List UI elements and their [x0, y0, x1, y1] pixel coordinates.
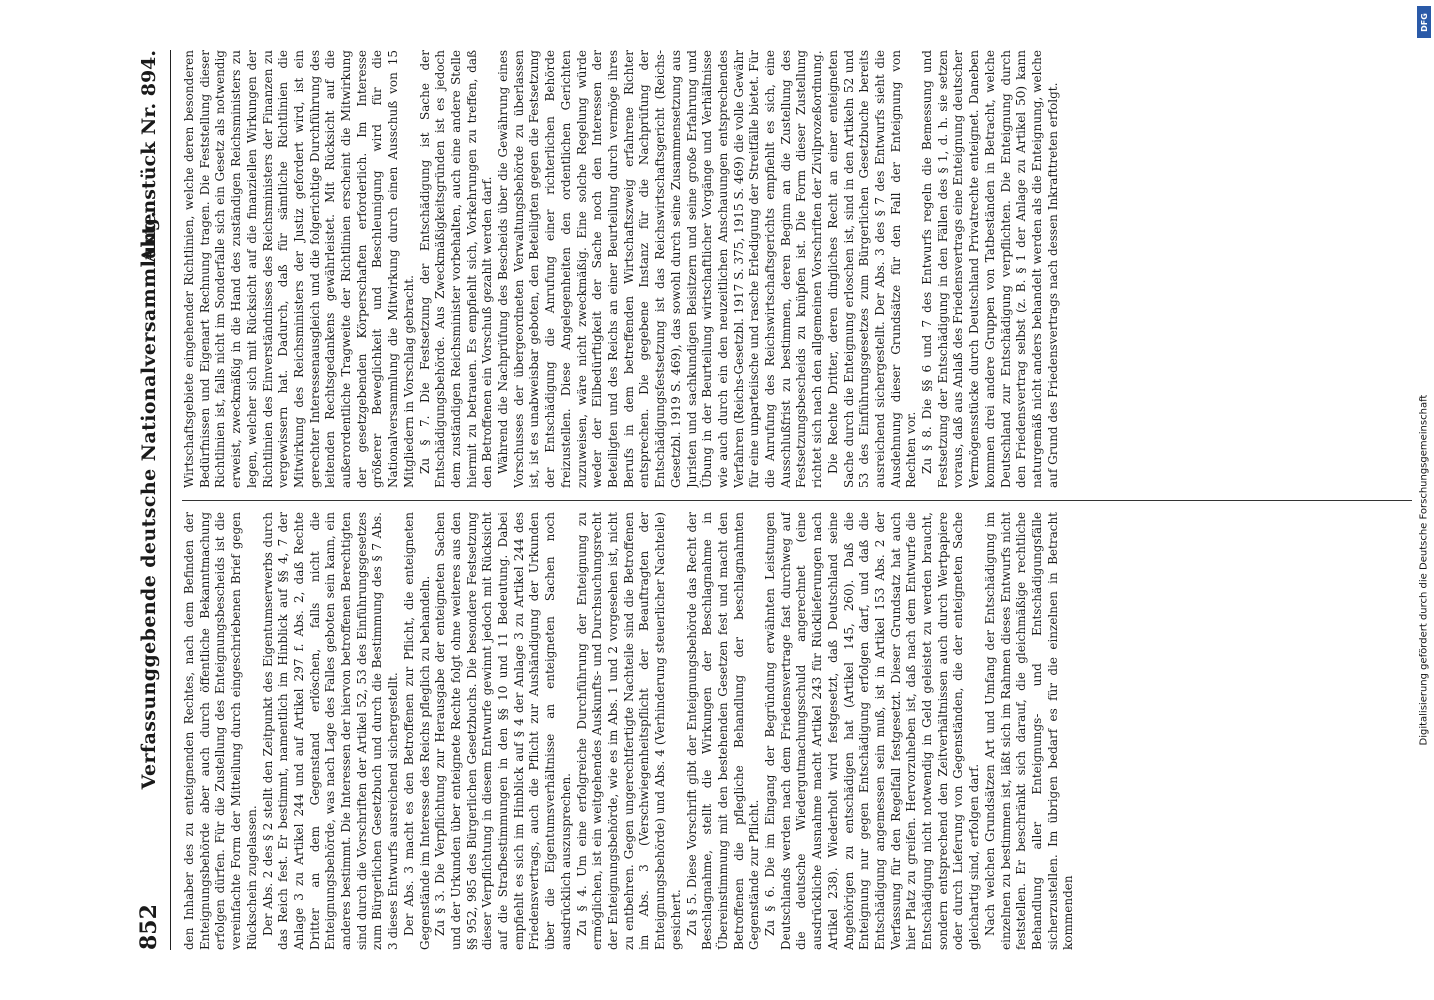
- digitization-credit: Digitalisierung gefördert durch die Deutsche Forschungsgemeinschaft: [1418, 394, 1430, 746]
- right-column: [182, 50, 1412, 488]
- paragraph: Die Rechte Dritter, deren dingliches Recht an einer enteigneten Sache durch die Enteignung erloschen ist, sind in den Artikeln 52 und 53 des Einführungsgesetzes zum Bürgerlichen Gesetzbuche bereits ausreichend sichergestellt. Der Abs. 3 des § 7 des Entwurfs sieht die Ausdehnung dieser Grundsätze für den Fall der Enteignung von Rechten vor.: [825, 50, 919, 488]
- paragraph: Zu § 4. Um eine erfolgreiche Durchführung der Enteignung zu ermöglichen, ist ein weitgehendes Auskunfts- und Durchsuchungsrecht der Enteignungsbehörde, wie es im Abs. 1 und 2 vorgesehen ist, nicht zu entbehren. Gegen ungerechtfertigte Nachteile sind die Betroffenen im Abs. 3 (Verschwiegenheitspflicht der Beauftragten der Enteignungsbehörde) und Abs. 4 (Verhinderung steuerlicher Nachteile) gesichert.: [574, 512, 683, 950]
- running-title: Verfassunggebende deutsche Nationalversammlung.: [138, 210, 160, 790]
- paragraph: Nach welchen Grundsätzen Art und Umfang der Entschädigung im einzelnen zu bestimmen ist, läßt sich im Rahmen dieses Entwurfs nicht feststellen. Er beschränkt sich darauf, die gleichmäßige rechtliche Behandlung aller Enteignungs- und Entschädigungsfälle sicherzustellen. Im übrigen bedarf es für die einzelnen in Betracht kommenden: [982, 512, 1076, 950]
- rotated-page-content: [130, 50, 1420, 950]
- page-number: 852: [136, 904, 162, 950]
- paragraph: Zu § 8. Die §§ 6 und 7 des Entwurfs regeln die Bemessung und Festsetzung der Entschädigung in den Fällen des § 1, d. h. sie setzen voraus, daß aus Anlaß des Friedensvertrags eine Enteignung deutscher Vermögensstücke durch Deutschland Privatrechte enteignet. Daneben kommen drei andere Gruppen von Tatbeständen in Betracht, welche Deutschland zur Entschädigung verpflichten. Die Enteignung durch den Friedensvertrag selbst (z. B. § 1 der Anlage zu Artikel 50) kann naturgemäß nicht anders behandelt werden als die Enteignung, welche auf Grund des Friedensvertrags nach dessen Inkrafttreten erfolgt.: [920, 50, 1060, 488]
- left-column: [182, 512, 1412, 950]
- dfg-logo: [1417, 6, 1431, 38]
- paragraph: Der Abs. 3 macht es den Betroffenen zur Pflicht, die enteigneten Gegenstände im Interesse des Reichs pfleglich zu behandeln.: [401, 512, 432, 950]
- paragraph: den Inhaber des zu enteignenden Rechtes, nach dem Befinden der Enteignungsbehörde aber auch durch öffentliche Bekanntmachung erfolgen dürfen. Für die Zustellung des Enteignungsbescheids ist die vereinfachte Form der Mitteilung durch eingeschriebenen Brief gegen Rückschein zugelassen.: [182, 512, 259, 950]
- document-piece-number: Aktenstück Nr. 894.: [138, 50, 160, 263]
- text-columns: [182, 50, 1412, 950]
- dfg-logo-text: DFG: [1419, 12, 1429, 32]
- paragraph: Zu § 7. Die Festsetzung der Entschädigung ist Sache der Entschädigungsbehörde. Aus Zweckmäßigkeitsgründen ist es jedoch dem zuständigen Reichsminister vorbehalten, auch eine andere Stelle hiermit zu betrauen. Es empfiehlt sich, Vorkehrungen zu treffen, daß den Betroffenen ein Vorschuß gezahlt werden darf.: [417, 50, 495, 488]
- paragraph: Wirtschaftsgebiete eingehender Richtlinien, welche deren besonderen Bedürfnissen und Eigenart Rechnung tragen. Die Feststellung dieser Richtlinien ist, falls nicht im Sonderfalle sich ein Gesetz als notwendig erweist, zweckmäßig in die Hand des zuständigen Reichsministers zu legen, welcher sich mit Rücksicht auf die finanziellen Wirkungen der Richtlinien des Einverständnisses des Reichsministers der Finanzen zu vergewissern hat. Dadurch, daß für sämtliche Richtlinien die Mitwirkung des Reichsministers der Justiz gefordert wird, ist ein gerechter Interessenausgleich und die folgerichtige Durchführung des leitenden Rechtsgedankens gewährleistet. Mit Rücksicht auf die außerordentliche Tragweite der Richtlinien erscheint die Mitwirkung der gesetzgebenden Körperschaften erforderlich. Im Interesse größerer Beweglichkeit und Beschleunigung wird für die Nationalversammlung die Mitwirkung durch einen Ausschuß von 15 Mitgliedern in Vorschlag gebracht.: [182, 50, 416, 488]
- paragraph: Zu § 6. Die im Eingang der Begründung erwähnten Leistungen Deutschlands werden nach dem Friedensvertrage fast durchweg auf die deutsche Wiedergutmachungsschuld angerechnet (eine ausdrückliche Ausnahme macht Artikel 243 für Rücklieferungen nach Artikel 238). Wiederholt wird festgesetzt, daß Deutschland seine Angehörigen zu entschädigen hat (Artikel 145, 260). Daß die Enteignung nur gegen Entschädigung erfolgen darf, und daß die Entschädigung angemessen sein muß, ist in Artikel 153 Abs. 2 der Verfassung für den Regelfall festgesetzt. Dieser Grundsatz hat auch hier Platz zu greifen. Hervorzuheben ist, daß nach dem Entwurfe die Entschädigung nicht notwendig in Geld geleistet zu werden braucht, sondern entsprechend den Zeitverhältnissen auch durch Wertpapiere oder durch Lieferung von Gegenständen, die der enteigneten Sache gleichartig sind, erfolgen darf.: [763, 512, 982, 950]
- paragraph: Der Abs. 2 des § 2 stellt den Zeitpunkt des Eigentumserwerbs durch das Reich fest. Er bestimmt, namentlich im Hinblick auf §§ 4, 7 der Anlage 3 zu Artikel 244 und auf Artikel 297 f. Abs. 2, daß Rechte Dritter an dem Gegenstand erlöschen, falls nicht die Enteignungsbehörde, was nach Lage des Falles geboten sein kann, ein anderes bestimmt. Die Interessen der hiervon betroffenen Berechtigten sind durch die Vorschriften der Artikel 52, 53 des Einführungsgesetzes zum Bürgerlichen Gesetzbuch und durch die Bestimmung des § 7 Abs. 3 dieses Entwurfs ausreichend sichergestellt.: [260, 512, 401, 950]
- digitization-sidebar: [1412, 0, 1434, 1000]
- paragraph: Zu § 3. Die Verpflichtung zur Herausgabe der enteigneten Sachen und der Urkunden über enteignete Rechte folgt ohne weiteres aus den §§ 952, 985 des Bürgerlichen Gesetzbuchs. Die besondere Festsetzung dieser Verpflichtung in diesem Entwurfe gewinnt jedoch mit Rücksicht auf die Strafbestimmungen in den §§ 10 und 11 Bedeutung. Dabei empfiehlt es sich im Hinblick auf § 4 der Anlage 3 zu Artikel 244 des Friedensvertrags, auch die Pflicht zur Aushändigung der Urkunden über die Eigentumsverhältnisse an enteigneten Sachen noch ausdrücklich auszusprechen.: [433, 512, 573, 950]
- document-page: [60, 0, 1400, 1000]
- paragraph: Während die Nachprüfung des Bescheids über die Gewährung eines Vorschusses der übergeordneten Verwaltungsbehörde zu überlassen ist, ist es unabweisbar geboten, den Beteiligten gegen die Festsetzung der Entschädigung die Anrufung einer richterlichen Behörde freizustellen. Diese Angelegenheiten den ordentlichen Gerichten zuzuweisen, wäre nicht zweckmäßig. Eine solche Regelung würde weder der Eilbedürftigkeit der Sache noch den Interessen der Beteiligten und des Reichs an einer Beurteilung durch vermöge ihres Berufs in dem betreffenden Wirtschaftszweig erfahrene Richter entsprechen. Die gegebene Instanz für die Nachprüfung der Entschädigungsfestsetzung ist das Reichswirtschaftsgericht (Reichs-Gesetzbl. 1919 S. 469), das sowohl durch seine Zusammensetzung aus Juristen und sachkundigen Beisitzern und seine große Erfahrung und Übung in der Beurteilung wirtschaftlicher Vorgänge und Verhältnisse wie auch durch ein den neuzeitlichen Anschauungen entsprechendes Verfahren (Reichs-Gesetzbl. 1917 S. 375, 1915 S. 469) die volle Gewähr für eine unparteiische und rasche Erledigung der Streitfälle bietet. Für die Anrufung des Reichswirtschaftsgerichts empfiehlt es sich, eine Ausschlußfrist zu bestimmen, deren Beginn an die Zustellung des Festsetzungsbescheids zu knüpfen ist. Die Form dieser Zustellung richtet sich nach den allgemeinen Vorschriften der Zivilprozeßordnung.: [496, 50, 825, 488]
- paragraph: Zu § 5. Diese Vorschrift gibt der Enteignungsbehörde das Recht der Beschlagnahme, stellt die Wirkungen der Beschlagnahme in Übereinstimmung mit den bestehenden Gesetzen fest und macht den Betroffenen die pflegliche Behandlung der beschlagnahmten Gegenstände zur Pflicht.: [684, 512, 762, 950]
- page-header: [130, 50, 171, 950]
- column-divider: [182, 500, 1412, 501]
